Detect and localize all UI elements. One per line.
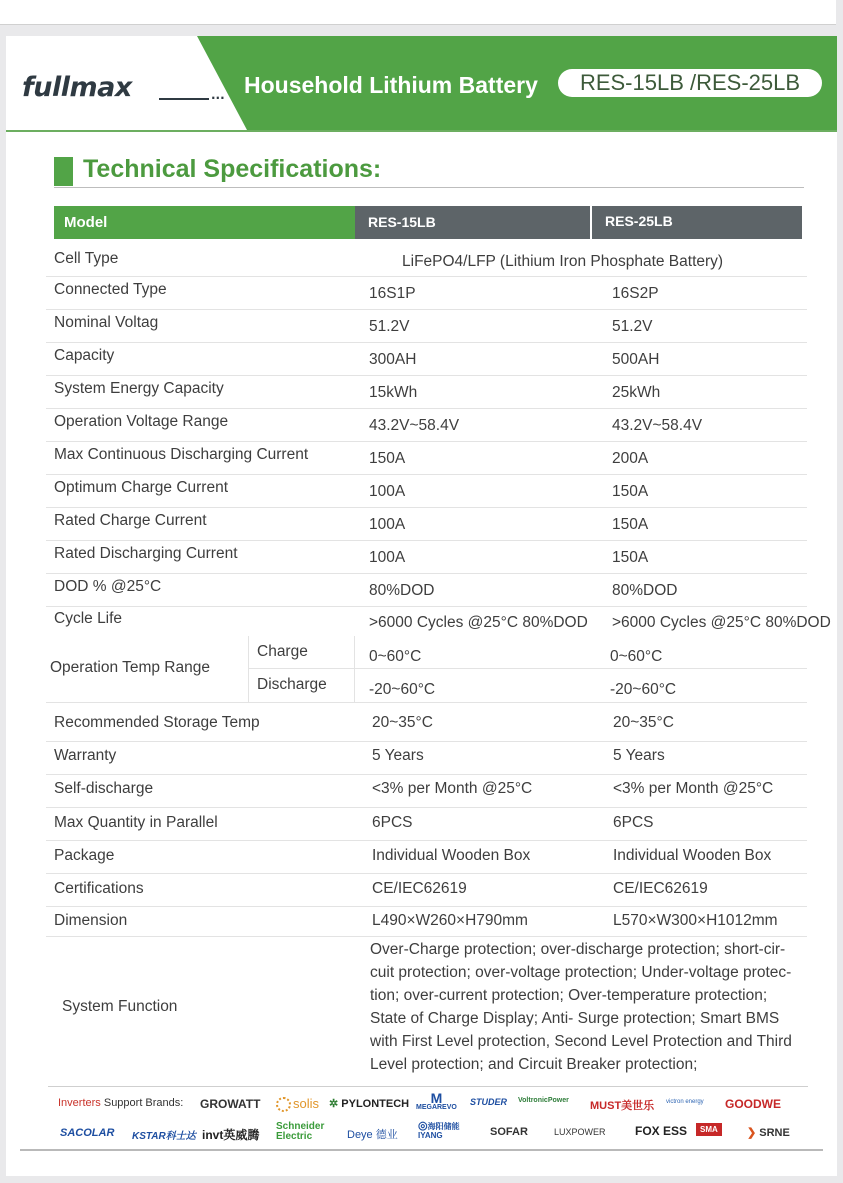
charge-value-res15lb: 0~60°C — [369, 648, 422, 665]
cell-divider — [248, 636, 249, 702]
previous-page-edge — [0, 0, 836, 25]
system-function-line: cuit protection; over-voltage protection; Under-voltage protec- — [370, 964, 792, 981]
row-label: Warranty — [54, 747, 117, 764]
row-value-res25lb: 150A — [612, 549, 649, 566]
system-function-line: tion; over-current protection; Over-temperature protection; — [370, 987, 768, 1004]
row-value-res25lb: L570×W300×H1012mm — [613, 912, 778, 929]
table-row — [46, 841, 807, 874]
row-operation-temp — [46, 636, 807, 703]
table-row — [46, 475, 807, 508]
row-value-res25lb: <3% per Month @25°C — [613, 780, 774, 797]
table-row — [46, 708, 807, 742]
brand-srne-name: SRNE — [759, 1127, 790, 1139]
brands-lead-rest: Support Brands: — [100, 1097, 184, 1109]
table-row — [46, 508, 807, 541]
brand-sma-logo: SMA — [696, 1123, 722, 1136]
brand-solis-logo — [276, 1096, 319, 1112]
row-value-res15lb: 100A — [369, 549, 406, 566]
model-badge: RES-15LB /RES-25LB — [558, 69, 822, 97]
row-value-res15lb: 15kWh — [369, 384, 418, 401]
row-value-res25lb: CE/IEC62619 — [613, 880, 708, 897]
brand-srne-logo — [747, 1126, 790, 1139]
row-value-res15lb: 51.2V — [369, 318, 410, 335]
header — [6, 36, 837, 132]
brand-must-logo: MUST美世乐 — [590, 1100, 655, 1112]
iyang-mark-icon: ◎ — [418, 1120, 428, 1132]
row-value-res25lb: 200A — [612, 450, 649, 467]
table-row — [46, 775, 807, 808]
system-function-line: Over-Charge protection; over-discharge protection; short-cir- — [370, 941, 786, 958]
brand-growatt-logo: GROWATT — [200, 1097, 261, 1111]
table-row — [46, 343, 807, 376]
row-value-res25lb: 150A — [612, 516, 649, 533]
brand-megarevo-logo — [416, 1092, 457, 1111]
row-value-res15lb: 300AH — [369, 351, 417, 368]
charge-value-res25lb: 0~60°C — [610, 648, 663, 665]
row-label: Operation Temp Range — [50, 659, 210, 676]
row-value-res15lb: >6000 Cycles @25°C 80%DOD — [369, 614, 588, 631]
table-row — [46, 607, 831, 635]
row-label: Rated Charge Current — [54, 512, 207, 529]
system-function-line: State of Charge Display; Anti- Surge protection; Smart BMS — [370, 1010, 780, 1027]
row-label: Max Quantity in Parallel — [54, 814, 218, 831]
brand-voltronic-logo: VoltronicPower — [518, 1097, 569, 1104]
sun-icon — [276, 1097, 291, 1112]
row-label: Rated Discharging Current — [54, 545, 238, 562]
row-value-res25lb: 5 Years — [613, 747, 665, 764]
header-title: Household Lithium Battery — [244, 72, 538, 98]
row-label: Certifications — [54, 880, 144, 897]
row-value-res25lb: 500AH — [612, 351, 660, 368]
table-row — [46, 376, 807, 409]
discharge-value-res25lb: -20~60°C — [610, 681, 677, 698]
row-label: Dimension — [54, 912, 128, 929]
row-label: Nominal Voltag — [54, 314, 159, 331]
row-value-res25lb: 16S2P — [612, 285, 659, 302]
row-value-merged: LiFePO4/LFP (Lithium Iron Phosphate Battery) — [402, 253, 724, 270]
table-row — [46, 409, 807, 442]
section-rule — [54, 187, 804, 188]
brand-sofar-logo: SOFAR — [490, 1126, 528, 1138]
row-value-res15lb: 6PCS — [372, 814, 413, 831]
row-value-res15lb: 150A — [369, 450, 406, 467]
table-row — [46, 574, 807, 607]
brand-deye-logo: Deye 德业 — [347, 1129, 398, 1141]
pylon-icon: ✲ — [329, 1098, 339, 1110]
brand-goodwe-logo: GOODWE — [725, 1097, 781, 1111]
row-value-res15lb: 43.2V~58.4V — [369, 417, 460, 434]
row-label: Recommended Storage Temp — [54, 714, 260, 731]
row-label: Capacity — [54, 347, 115, 364]
row-value-res25lb: Individual Wooden Box — [613, 847, 772, 864]
brand-kstar-logo: KSTAR科士达 — [132, 1131, 196, 1142]
brand-studer-logo: STUDER — [470, 1097, 508, 1107]
row-label: Operation Voltage Range — [54, 413, 229, 430]
table-row — [46, 742, 807, 775]
page-bottom-rule — [20, 1149, 823, 1151]
discharge-label: Discharge — [257, 676, 327, 693]
charge-label: Charge — [257, 643, 308, 660]
system-function-label: System Function — [62, 998, 178, 1015]
table-row — [46, 907, 807, 937]
brand-pylontech-logo — [329, 1097, 409, 1110]
brand-sacolar-logo: SACOLAR — [60, 1127, 115, 1139]
brand-iyang-name: 海阳储能 IYANG — [418, 1122, 460, 1140]
system-function-line: with First Level protection, Second Level Protection and Third — [370, 1033, 792, 1050]
table-header-res15lb: RES-15LB — [355, 206, 590, 239]
row-label: Optimum Charge Current — [54, 479, 229, 496]
row-value-res25lb: 51.2V — [612, 318, 653, 335]
logo-underline — [159, 98, 209, 100]
logo-dots: ... — [211, 88, 225, 102]
row-label: Cycle Life — [54, 610, 123, 627]
table-header-res25lb: RES-25LB — [592, 206, 802, 239]
table-row — [46, 808, 807, 841]
table-row — [46, 874, 807, 907]
row-label: DOD % @25°C — [54, 578, 162, 595]
row-value-res15lb: <3% per Month @25°C — [372, 780, 533, 797]
row-value-res25lb: 80%DOD — [612, 582, 678, 599]
row-label: System Energy Capacity — [54, 380, 224, 397]
row-value-res25lb: 43.2V~58.4V — [612, 417, 703, 434]
brand-invt-logo: invt英威腾 — [202, 1128, 260, 1142]
row-value-res15lb: 20~35°C — [372, 714, 433, 731]
row-label: Connected Type — [54, 281, 167, 298]
system-function-line: Level protection; and Circuit Breaker protection; — [370, 1056, 698, 1073]
brands-lead — [58, 1097, 183, 1109]
row-label: Max Continuous Discharging Current — [54, 446, 309, 463]
row-value-res25lb: 6PCS — [613, 814, 654, 831]
row-value-res15lb: 100A — [369, 483, 406, 500]
brand-fox-logo — [635, 1124, 687, 1138]
row-value-res25lb: 150A — [612, 483, 649, 500]
brand-fox-name: FOX ESS — [635, 1124, 688, 1138]
section-marker — [54, 157, 73, 186]
srne-mark-icon: ❯ — [747, 1127, 757, 1139]
row-value-res15lb: CE/IEC62619 — [372, 880, 467, 897]
row-value-res25lb: 20~35°C — [613, 714, 674, 731]
brands-lead-red: Inverters — [58, 1097, 101, 1109]
brand-iyang-logo — [418, 1122, 480, 1140]
discharge-value-res15lb: -20~60°C — [369, 681, 436, 698]
row-value-res15lb: L490×W260×H790mm — [372, 912, 528, 929]
table-row — [46, 442, 807, 475]
table-row — [46, 310, 807, 343]
row-value-res25lb: 25kWh — [612, 384, 661, 401]
row-value-res15lb: 16S1P — [369, 285, 416, 302]
row-value-res15lb: 100A — [369, 516, 406, 533]
table-row — [46, 541, 807, 574]
brand-victron-logo: victron energy — [666, 1099, 704, 1105]
row-value-res25lb: >6000 Cycles @25°C 80%DOD — [612, 614, 831, 631]
brand-solis-name: solis — [293, 1096, 320, 1111]
row-value-res15lb: Individual Wooden Box — [372, 847, 531, 864]
table-header-model: Model — [54, 206, 355, 239]
row-value-res15lb: 80%DOD — [369, 582, 435, 599]
brand-logo: fullmax — [22, 72, 132, 103]
brand-pylontech-name: PYLONTECH — [341, 1098, 410, 1110]
megarevo-mark-icon: M — [430, 1090, 443, 1106]
row-cell-type — [46, 241, 807, 277]
row-label: Cell Type — [54, 250, 119, 267]
row-value-res15lb: 5 Years — [372, 747, 424, 764]
header-rule — [6, 130, 837, 132]
section-title: Technical Specifications: — [83, 155, 382, 183]
brand-megarevo-name: MEGAREVO — [416, 1104, 457, 1111]
system-function-text — [370, 938, 810, 1076]
cell-divider — [248, 668, 807, 669]
table-row — [46, 277, 807, 310]
row-label: Package — [54, 847, 115, 864]
spec-sheet — [6, 36, 837, 1176]
brand-schneider-logo: Schneider Electric — [276, 1121, 325, 1142]
brands-rule — [48, 1086, 808, 1087]
cell-divider — [354, 636, 355, 702]
row-label: Self-discharge — [54, 780, 154, 797]
brand-luxpower-logo: LUXPOWER — [554, 1127, 606, 1137]
